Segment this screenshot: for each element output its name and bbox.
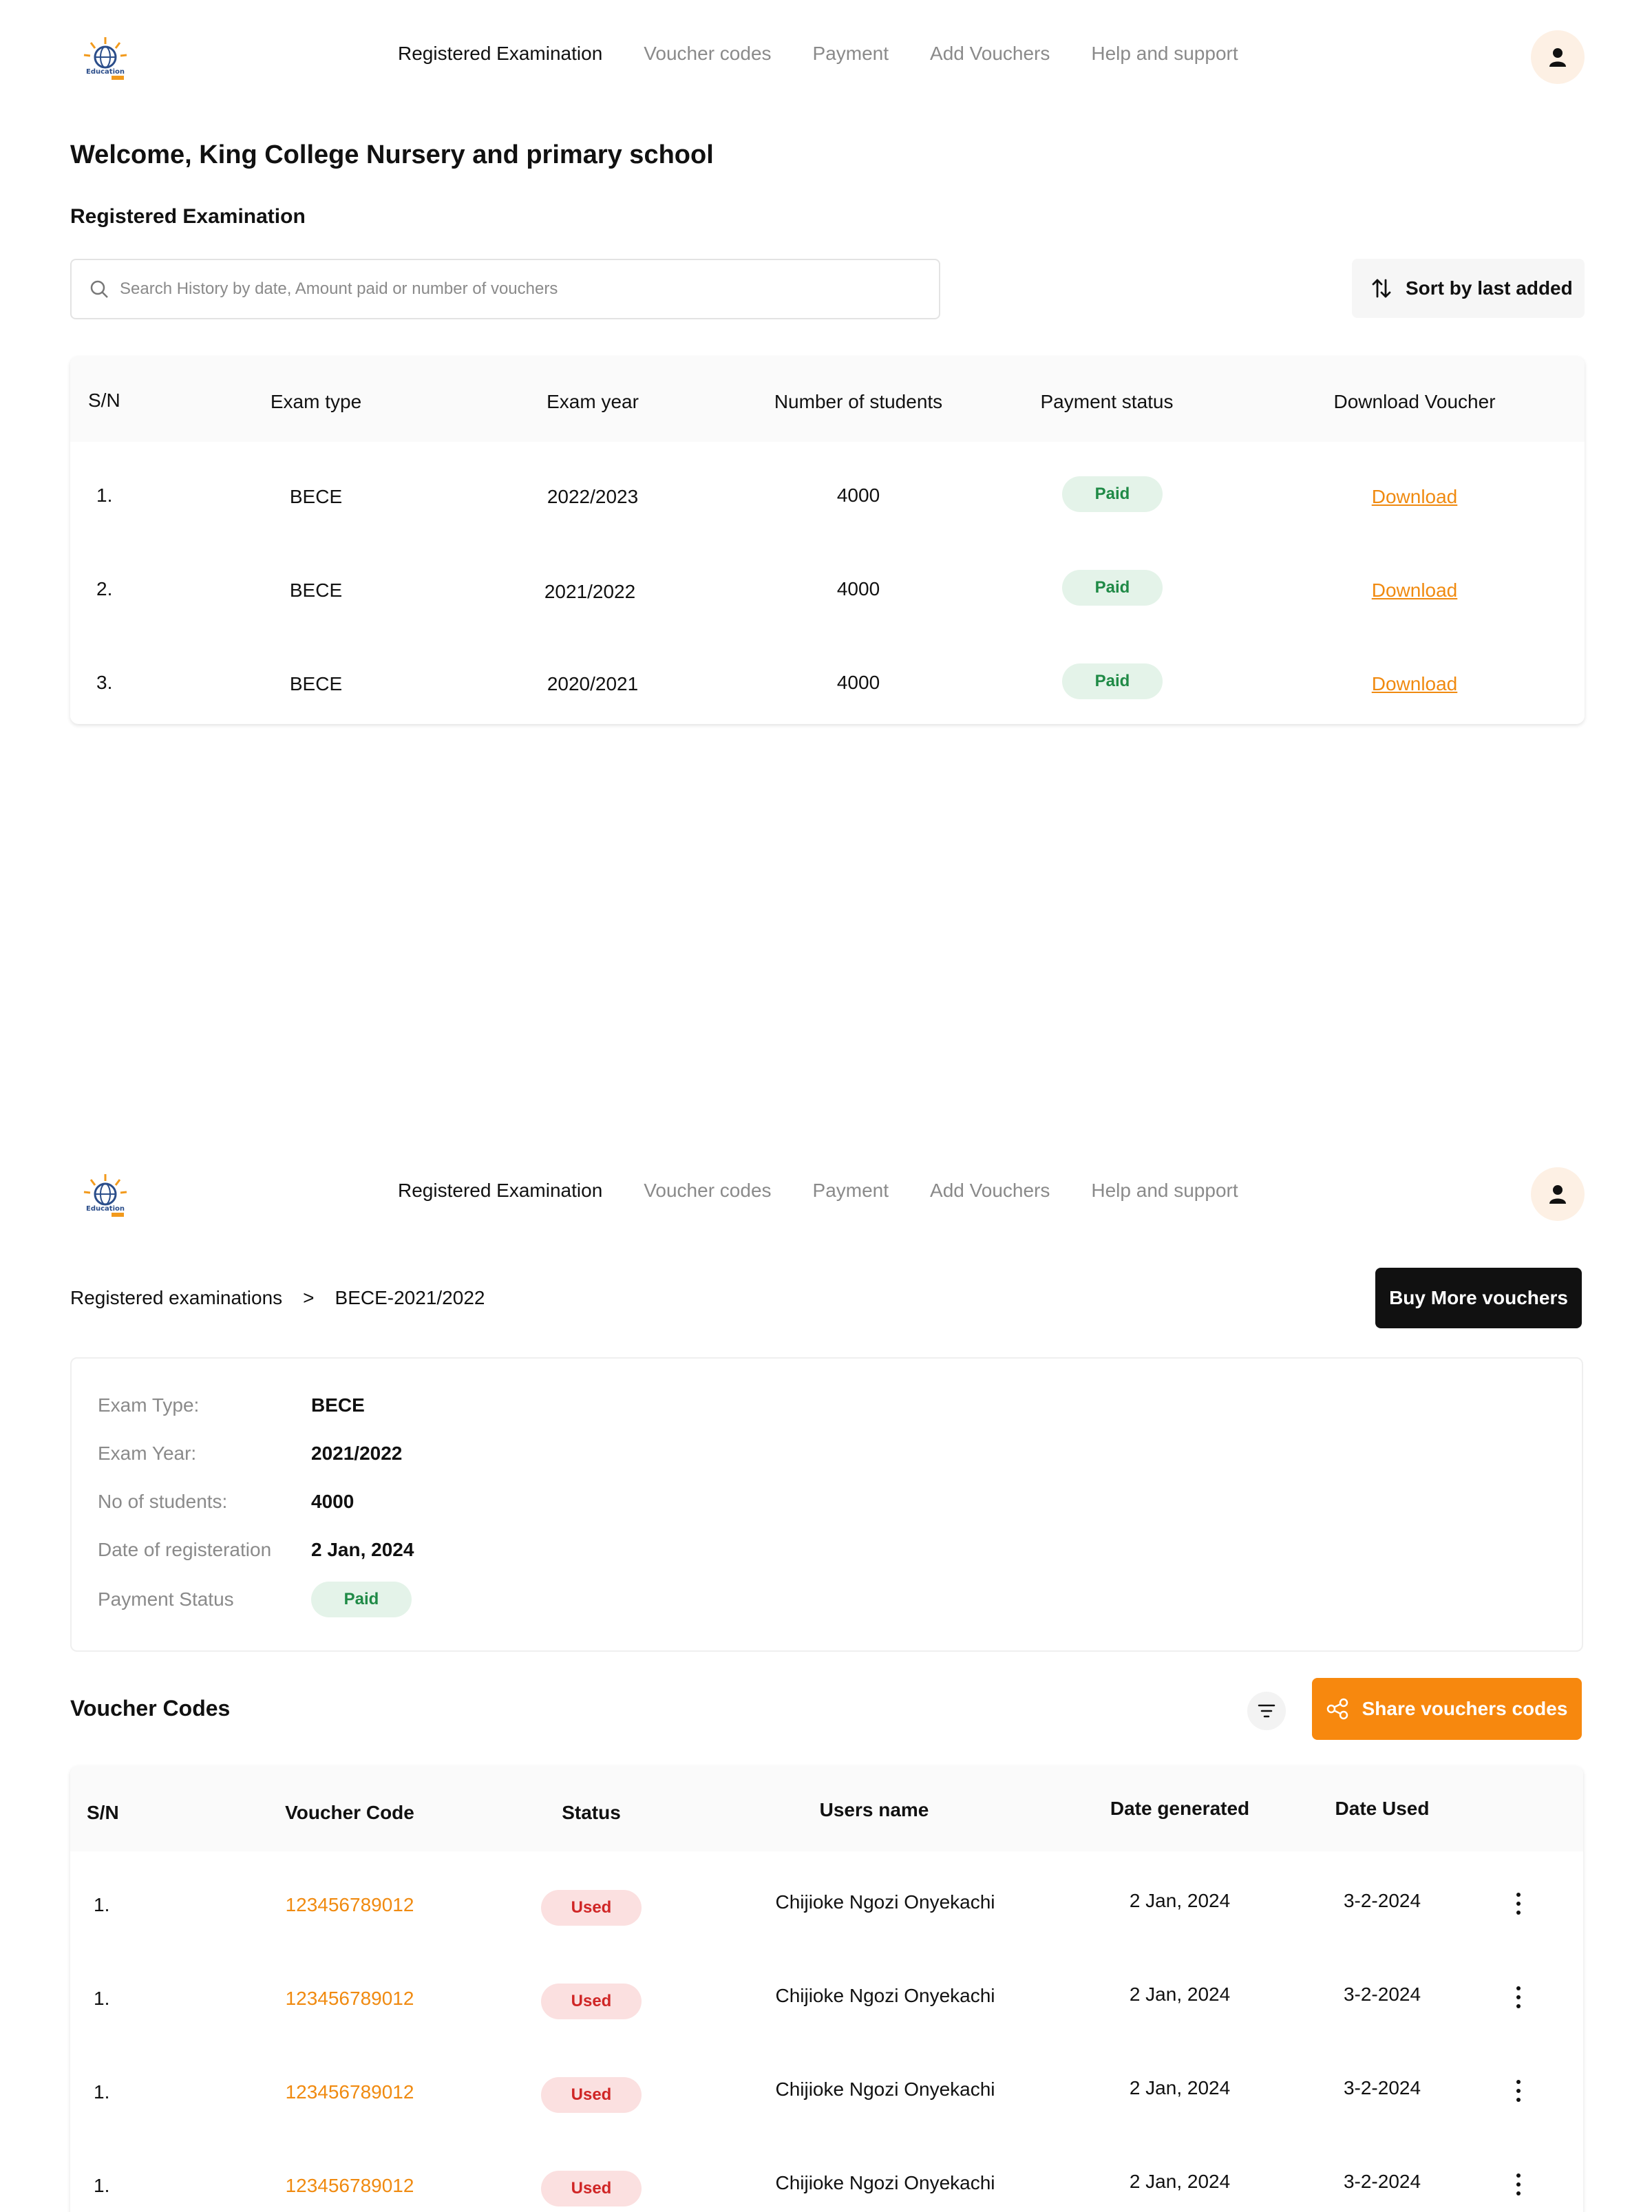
exam-year-value: 2021/2022 <box>311 1443 403 1464</box>
row-date-generated: 2 Jan, 2024 <box>1129 2077 1231 2098</box>
user-icon <box>1549 1184 1567 1204</box>
download-link[interactable]: Download <box>1371 673 1458 694</box>
row-actions-button[interactable] <box>1505 1889 1532 1919</box>
buy-more-vouchers-button[interactable]: Buy More vouchers <box>1375 1268 1582 1328</box>
share-button-label: Share vouchers codes <box>1362 1698 1568 1719</box>
exam-year-label: Exam Year: <box>98 1443 197 1464</box>
nav-payment[interactable]: Payment <box>812 1180 889 1201</box>
status-badge: Paid <box>311 1582 412 1617</box>
nav-help-and-support[interactable]: Help and support <box>1091 1180 1238 1201</box>
students-value: 4000 <box>311 1491 354 1512</box>
row-sn: 1. <box>96 485 113 506</box>
row-sn: 1. <box>94 2081 110 2103</box>
education-logo[interactable] <box>81 1171 129 1220</box>
filter-icon <box>1258 1703 1275 1719</box>
voucher-code-link[interactable]: 123456789012 <box>285 2081 414 2103</box>
table-header <box>70 1766 1583 1851</box>
status-badge: Used <box>541 2077 642 2113</box>
registration-date-label: Date of registeration <box>98 1539 272 1560</box>
students-label: No of students: <box>98 1491 228 1512</box>
user-icon <box>1549 47 1567 67</box>
row-exam-year: 2022/2023 <box>547 486 639 507</box>
breadcrumb-registered-examinations[interactable]: Registered examinations <box>70 1287 283 1308</box>
exam-details-card <box>70 1357 1583 1652</box>
col-header-voucher-code: Voucher Code <box>285 1802 414 1823</box>
row-date-generated: 2 Jan, 2024 <box>1129 1890 1231 1911</box>
search-bar[interactable] <box>70 259 940 319</box>
row-user-name: Chijioke Ngozi Onyekachi <box>775 2078 995 2100</box>
row-students: 4000 <box>836 672 880 693</box>
row-students: 4000 <box>836 485 880 506</box>
col-header-status: Status <box>562 1802 621 1823</box>
col-header-sn: S/N <box>87 1802 119 1823</box>
page-title: Registered Examination <box>70 205 306 228</box>
voucher-code-link[interactable]: 123456789012 <box>285 1894 414 1915</box>
row-sn: 1. <box>94 1894 110 1915</box>
row-date-generated: 2 Jan, 2024 <box>1129 1984 1231 2005</box>
row-sn: 1. <box>94 1988 110 2009</box>
row-sn: 2. <box>96 578 113 599</box>
row-exam-type: BECE <box>289 673 343 694</box>
svg-text:Education: Education <box>86 68 125 76</box>
filter-button[interactable] <box>1247 1692 1286 1730</box>
table-header <box>70 357 1585 442</box>
row-exam-year: 2020/2021 <box>547 673 639 694</box>
svg-text:Education: Education <box>86 1205 125 1213</box>
row-actions-button[interactable] <box>1505 1982 1532 2012</box>
col-header-sn: S/N <box>88 390 120 411</box>
row-sn: 3. <box>96 672 113 693</box>
more-vertical-icon <box>1516 2079 1521 2103</box>
row-actions-button[interactable] <box>1505 2169 1532 2200</box>
top-navbar <box>0 1137 1652 1250</box>
nav-add-vouchers[interactable]: Add Vouchers <box>930 1180 1050 1201</box>
registered-exams-table <box>70 357 1585 724</box>
download-link[interactable]: Download <box>1371 579 1458 601</box>
col-header-exam-year: Exam year <box>547 391 639 412</box>
col-header-date-generated: Date generated <box>1110 1798 1250 1819</box>
status-badge: Paid <box>1062 570 1163 606</box>
top-navbar <box>0 0 1652 113</box>
breadcrumb-current: BECE-2021/2022 <box>335 1287 485 1308</box>
search-input[interactable] <box>120 279 891 299</box>
row-exam-type: BECE <box>289 579 343 601</box>
sort-arrows-icon <box>1371 277 1392 299</box>
voucher-code-link[interactable]: 123456789012 <box>285 2175 414 2196</box>
user-avatar-button[interactable] <box>1531 1167 1585 1221</box>
share-vouchers-button[interactable] <box>1312 1678 1582 1740</box>
exam-type-label: Exam Type: <box>98 1394 200 1416</box>
more-vertical-icon <box>1516 1986 1521 2009</box>
col-header-users-name: Users name <box>819 1799 929 1820</box>
col-header-exam-type: Exam type <box>270 391 362 412</box>
registration-date-value: 2 Jan, 2024 <box>311 1539 414 1560</box>
more-vertical-icon <box>1516 2173 1521 2196</box>
education-logo[interactable] <box>81 34 129 83</box>
status-badge: Paid <box>1062 476 1163 512</box>
nav-payment[interactable]: Payment <box>812 43 889 64</box>
col-header-payment-status: Payment status <box>1040 391 1174 412</box>
welcome-heading: Welcome, King College Nursery and primary school <box>70 140 714 169</box>
status-badge: Used <box>541 1984 642 2019</box>
breadcrumb-separator: > <box>303 1287 315 1308</box>
status-badge: Used <box>541 2171 642 2206</box>
row-date-used: 3-2-2024 <box>1343 2171 1421 2192</box>
status-badge: Used <box>541 1890 642 1926</box>
nav-help-and-support[interactable]: Help and support <box>1091 43 1238 64</box>
nav-registered-examination[interactable]: Registered Examination <box>398 1180 603 1201</box>
row-user-name: Chijioke Ngozi Onyekachi <box>775 1985 995 2006</box>
col-header-download-voucher: Download Voucher <box>1333 391 1496 412</box>
voucher-codes-table <box>70 1766 1583 2212</box>
row-user-name: Chijioke Ngozi Onyekachi <box>775 2172 995 2193</box>
row-exam-year: 2021/2022 <box>544 581 636 602</box>
status-badge: Paid <box>1062 663 1163 699</box>
download-link[interactable]: Download <box>1371 486 1458 507</box>
nav-add-vouchers[interactable]: Add Vouchers <box>930 43 1050 64</box>
row-students: 4000 <box>836 578 880 599</box>
nav-voucher-codes[interactable]: Voucher codes <box>644 1180 772 1201</box>
col-header-number-of-students: Number of students <box>774 391 943 412</box>
payment-status-label: Payment Status <box>98 1588 234 1610</box>
breadcrumb <box>70 1287 485 1309</box>
row-exam-type: BECE <box>289 486 343 507</box>
row-date-generated: 2 Jan, 2024 <box>1129 2171 1231 2192</box>
voucher-codes-title: Voucher Codes <box>70 1696 231 1721</box>
main-nav <box>398 43 1238 65</box>
sort-button-label: Sort by last added <box>1406 277 1573 299</box>
user-avatar-button[interactable] <box>1531 30 1585 84</box>
nav-registered-examination[interactable]: Registered Examination <box>398 43 603 64</box>
col-header-date-used: Date Used <box>1335 1798 1430 1819</box>
row-sn: 1. <box>94 2175 110 2196</box>
row-actions-button[interactable] <box>1505 2076 1532 2106</box>
row-date-used: 3-2-2024 <box>1343 2077 1421 2098</box>
more-vertical-icon <box>1516 1892 1521 1915</box>
row-date-used: 3-2-2024 <box>1343 1890 1421 1911</box>
nav-voucher-codes[interactable]: Voucher codes <box>644 43 772 64</box>
share-icon <box>1326 1698 1348 1720</box>
main-nav <box>398 1180 1238 1202</box>
search-icon <box>89 279 109 299</box>
sort-button[interactable] <box>1352 259 1585 318</box>
exam-type-value: BECE <box>311 1394 365 1416</box>
row-date-used: 3-2-2024 <box>1343 1984 1421 2005</box>
voucher-code-link[interactable]: 123456789012 <box>285 1988 414 2009</box>
row-user-name: Chijioke Ngozi Onyekachi <box>775 1891 995 1913</box>
